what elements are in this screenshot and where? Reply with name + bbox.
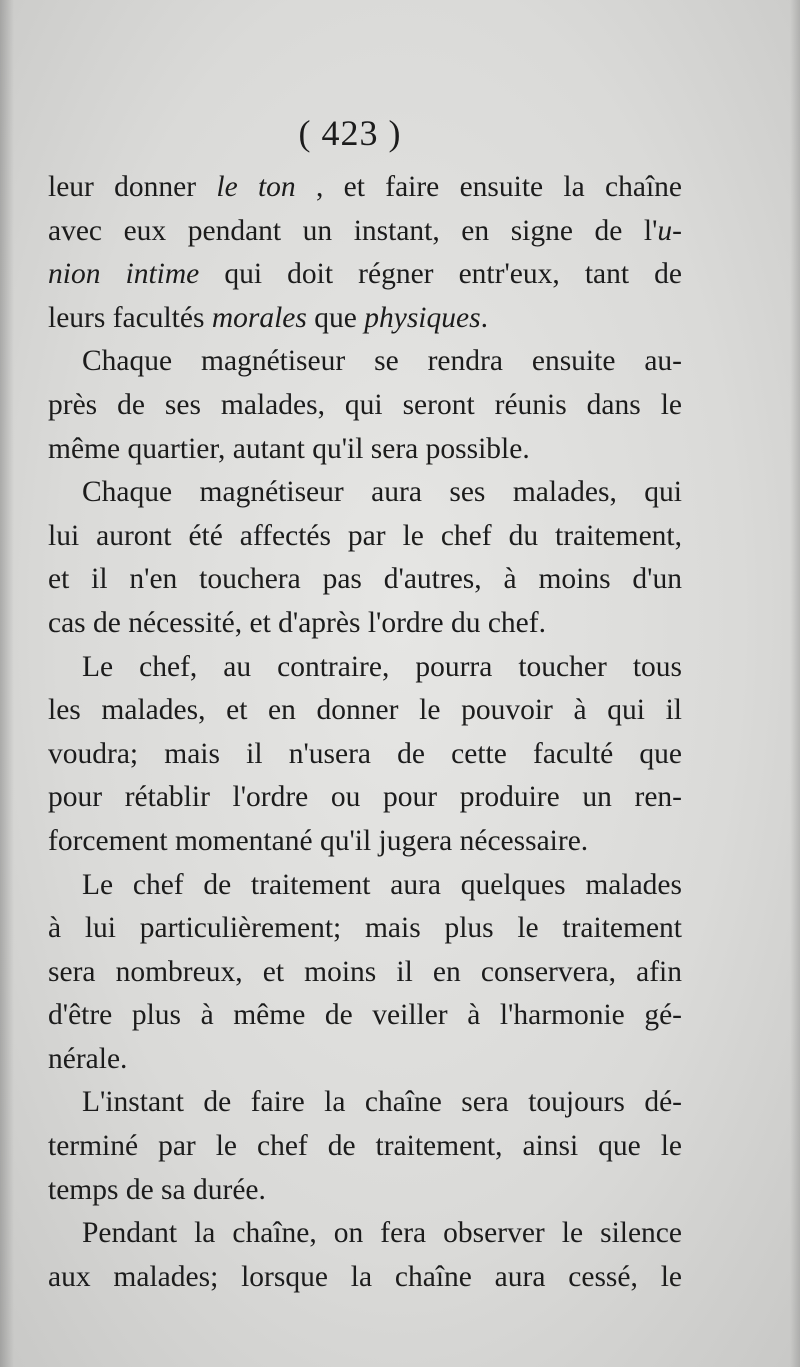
text-run: lui auront été affectés par le chef du traitement, bbox=[48, 519, 682, 552]
text-run: , et faire ensuite la chaîne bbox=[295, 171, 682, 203]
italic-text: nion intime bbox=[48, 258, 200, 291]
italic-text: le ton bbox=[216, 171, 296, 203]
text-line bbox=[48, 1081, 682, 1125]
text-line bbox=[48, 1169, 682, 1213]
page-left-edge-shadow bbox=[0, 0, 14, 1367]
text-line bbox=[48, 210, 682, 254]
text-run: avec eux pendant un instant, en signe de l' bbox=[48, 214, 658, 247]
text-line bbox=[48, 994, 682, 1038]
text-line bbox=[48, 820, 682, 864]
text-run: voudra; mais il n'usera de cette faculté que bbox=[48, 737, 682, 770]
text-run: pour rétablir l'ordre ou pour produire un ren- bbox=[48, 781, 682, 814]
text-line bbox=[48, 384, 682, 428]
text-line bbox=[48, 1125, 682, 1169]
text-run: forcement momentané qu'il jugera nécessaire. bbox=[48, 824, 589, 857]
text-run: Pendant la chaîne, on fera observer le silence bbox=[82, 1217, 682, 1250]
italic-text: physiques bbox=[364, 301, 481, 334]
text-line bbox=[48, 340, 682, 384]
text-run: Chaque magnétiseur se rendra ensuite au- bbox=[82, 345, 682, 378]
text-run: les malades, et en donner le pouvoir à qui il bbox=[48, 694, 682, 727]
text-run: Le chef de traitement aura quelques malades bbox=[82, 868, 682, 901]
page-right-edge-shadow bbox=[790, 0, 800, 1367]
text-run: et il n'en touchera pas d'autres, à moins d'un bbox=[48, 563, 682, 596]
text-run: terminé par le chef de traitement, ainsi que le bbox=[48, 1130, 682, 1163]
text-line bbox=[48, 689, 682, 733]
text-line bbox=[48, 1212, 682, 1256]
text-line bbox=[48, 864, 682, 908]
text-run: cas de nécessité, et d'après l'ordre du chef. bbox=[48, 606, 546, 639]
text-run: que bbox=[306, 301, 365, 334]
page-number: ( 423 ) bbox=[298, 113, 402, 153]
text-line bbox=[48, 297, 682, 341]
text-line bbox=[48, 558, 682, 602]
text-line bbox=[48, 166, 682, 210]
body-text bbox=[48, 166, 682, 1299]
text-run: près de ses malades, qui seront réunis dans le bbox=[48, 388, 682, 421]
text-run: nérale. bbox=[48, 1042, 128, 1075]
text-line bbox=[48, 253, 682, 297]
text-run: . bbox=[480, 301, 488, 334]
text-line bbox=[48, 951, 682, 995]
text-line bbox=[48, 1038, 682, 1082]
text-run: leur donner bbox=[48, 171, 217, 203]
text-run: temps de sa durée. bbox=[48, 1173, 266, 1206]
text-run: d'être plus à même de veiller à l'harmonie gé- bbox=[48, 999, 682, 1032]
text-line bbox=[48, 733, 682, 777]
text-line bbox=[48, 907, 682, 951]
text-line bbox=[48, 1256, 682, 1300]
text-run: leurs facultés bbox=[48, 301, 212, 334]
text-run: qui doit régner entr'eux, tant de bbox=[199, 258, 682, 291]
text-line bbox=[48, 646, 682, 690]
italic-text: morales bbox=[211, 301, 307, 334]
text-run: sera nombreux, et moins il en conservera, afin bbox=[48, 955, 682, 988]
text-line bbox=[48, 471, 682, 515]
text-line bbox=[48, 428, 682, 472]
text-run: Chaque magnétiseur aura ses malades, qui bbox=[82, 476, 682, 509]
text-line bbox=[48, 602, 682, 646]
text-run: L'instant de faire la chaîne sera toujours dé- bbox=[82, 1086, 682, 1119]
text-line bbox=[48, 515, 682, 559]
text-run: même quartier, autant qu'il sera possible. bbox=[48, 432, 530, 465]
italic-text: u- bbox=[657, 214, 682, 247]
text-run: aux malades; lorsque la chaîne aura cessé, le bbox=[48, 1260, 682, 1293]
text-run: Le chef, au contraire, pourra toucher tous bbox=[82, 650, 682, 683]
text-line bbox=[48, 776, 682, 820]
text-run: à lui particulièrement; mais plus le traitement bbox=[48, 912, 682, 945]
